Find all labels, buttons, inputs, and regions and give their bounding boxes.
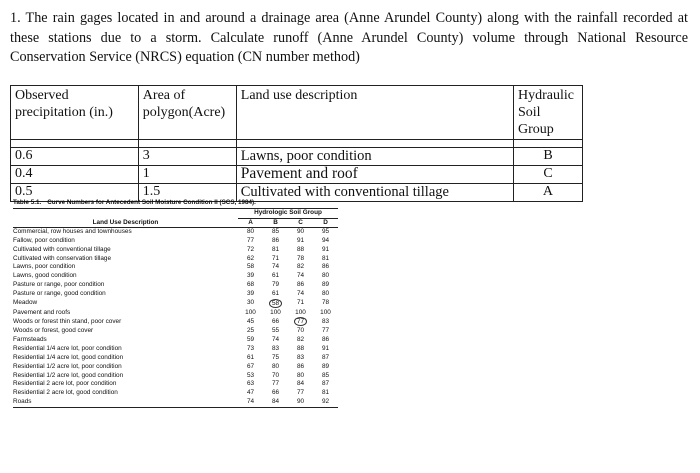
curve-number-cell: 77 (321, 327, 330, 335)
soil-group-cell: A (513, 184, 582, 202)
table-caption-text: Curve Numbers for Antecedent Soil Moisture Condition II (SCS, 1984). (47, 199, 256, 206)
area-cell: 1.5 (138, 184, 236, 202)
curve-number-cell: 80 (321, 289, 330, 297)
curve-number-cell: 86 (321, 336, 330, 344)
curve-number-row (13, 290, 338, 299)
land-use-cell: Residential 2 acre lot, poor condition (13, 380, 117, 388)
curve-number-row (13, 317, 338, 327)
curve-number-cell: 79 (271, 281, 280, 289)
curve-number-cell: 62 (246, 254, 255, 262)
curve-number-cell (288, 317, 313, 327)
curve-number-cell: 84 (296, 380, 305, 388)
curve-number-cell: 53 (246, 371, 255, 379)
curve-number-table (13, 208, 338, 408)
land-use-cell: Fallow, poor condition (13, 236, 75, 244)
land-use-cell: Pasture or range, poor condition (13, 281, 105, 289)
curve-number-cell: 100 (295, 308, 306, 316)
curve-number-cell: 70 (271, 371, 280, 379)
curve-number-cell: 86 (296, 281, 305, 289)
curve-number-cell: 74 (296, 289, 305, 297)
curve-number-cell: 73 (246, 344, 255, 352)
curve-number-row (13, 237, 338, 246)
land-use-cell: Cultivated with conventional tillage (236, 184, 513, 202)
curve-number-row (13, 380, 338, 389)
curve-number-cell: 70 (296, 327, 305, 335)
curve-number-cell: 75 (271, 353, 280, 361)
curve-number-cell: 89 (321, 281, 330, 289)
header-precipitation: Observed precipitation (in.) (11, 86, 139, 140)
curve-number-cell: 78 (321, 299, 330, 307)
curve-number-cell: 100 (270, 308, 281, 316)
land-use-cell: Cultivated with conservation tillage (13, 254, 112, 262)
curve-number-cell: 82 (296, 336, 305, 344)
curve-number-cell: 90 (296, 228, 305, 235)
curve-number-cell: 87 (321, 380, 330, 388)
land-use-cell: Residential 1/2 acre lot, good condition (13, 371, 124, 379)
curve-number-cell: 90 (288, 398, 313, 407)
table-row (11, 148, 583, 166)
curve-number-row (13, 354, 338, 363)
curve-number-cell: 89 (321, 362, 330, 370)
curve-number-cell: 66 (271, 389, 280, 397)
header-area: Area of polygon(Acre) (138, 86, 236, 140)
curve-number-cell: 74 (296, 272, 305, 280)
curve-number-cell: 74 (271, 336, 280, 344)
curve-number-cell: 77 (296, 389, 305, 397)
curve-number-cell: 61 (246, 353, 255, 361)
curve-number-cell: 78 (296, 254, 305, 262)
precipitation-cell: 0.5 (11, 184, 139, 202)
curve-number-cell: 77 (246, 236, 255, 244)
land-use-cell: Cultivated with conventional tillage (13, 245, 111, 253)
land-use-cell: Pasture or range, good condition (13, 289, 106, 297)
curve-number-cell: 45 (246, 317, 255, 325)
curve-number-cell: 81 (271, 245, 280, 253)
group-b-header: B (263, 218, 288, 228)
problem-statement: 1. The rain gages located in and around a drainage area (Anne Arundel County) along with the rainfall recorded at these stations due to a storm. Calculate runoff (Anne Arundel County) volume through National Resource Conservation Service (NRCS) equation (CN number method) (10, 10, 688, 65)
curve-number-cell: 83 (271, 344, 280, 352)
curve-number-cell: 61 (271, 272, 280, 280)
curve-number-cell: 30 (246, 299, 255, 307)
curve-number-row (13, 389, 338, 398)
curve-number-cell: 86 (271, 236, 280, 244)
area-cell: 3 (138, 148, 236, 166)
curve-number-cell (263, 299, 288, 309)
soil-group-header: Hydrologic Soil Group (238, 209, 338, 219)
curve-number-row (13, 309, 338, 318)
curve-number-cell: 47 (246, 389, 255, 397)
curve-number-cell: 63 (246, 380, 255, 388)
curve-number-cell: 95 (321, 228, 330, 235)
land-use-cell: Residential 1/2 acre lot, poor condition (13, 362, 122, 370)
curve-number-cell: 81 (321, 254, 330, 262)
curve-number-cell: 91 (321, 245, 330, 253)
curve-number-cell: 100 (245, 308, 256, 316)
table-caption (13, 199, 338, 206)
curve-number-cell: 82 (296, 263, 305, 271)
curve-number-row (13, 398, 338, 407)
header-land-use: Land use description (236, 86, 513, 140)
curve-number-row (13, 299, 338, 309)
land-use-cell: Farmsteads (13, 336, 47, 344)
curve-number-cell: 92 (313, 398, 338, 407)
curve-number-cell: 61 (271, 289, 280, 297)
land-use-cell: Lawns, poor condition (13, 263, 76, 271)
land-use-cell: Roads (13, 398, 238, 407)
curve-number-row (13, 336, 338, 345)
curve-number-row (13, 281, 338, 290)
circled-value: 77 (294, 317, 307, 326)
curve-number-cell: 68 (246, 281, 255, 289)
group-c-header: C (288, 218, 313, 228)
curve-number-row (13, 255, 338, 264)
land-use-cell: Lawns, poor condition (236, 148, 513, 166)
curve-number-cell: 91 (296, 236, 305, 244)
curve-number-row (13, 272, 338, 281)
curve-number-cell: 87 (321, 353, 330, 361)
precipitation-cell: 0.4 (11, 166, 139, 184)
land-use-cell: Pavement and roof (236, 166, 513, 184)
curve-number-cell: 80 (246, 228, 255, 235)
header-soil-group: Hydraulic Soil Group (513, 86, 582, 140)
land-use-cell: Commercial, row houses and townhouses (13, 228, 132, 235)
curve-number-cell: 77 (271, 380, 280, 388)
curve-number-row (13, 363, 338, 372)
curve-number-cell: 80 (321, 272, 330, 280)
curve-number-row (13, 228, 338, 237)
curve-number-cell: 39 (246, 289, 255, 297)
curve-number-cell: 58 (246, 263, 255, 271)
curve-number-cell: 94 (321, 236, 330, 244)
curve-number-cell: 71 (296, 299, 305, 307)
curve-number-table-section (13, 199, 338, 408)
curve-number-row (13, 246, 338, 255)
curve-number-cell: 83 (296, 353, 305, 361)
curve-number-cell: 59 (246, 336, 255, 344)
area-cell: 1 (138, 166, 236, 184)
land-use-cell: Residential 1/4 acre lot, poor condition (13, 344, 122, 352)
curve-number-cell: 80 (296, 371, 305, 379)
curve-number-row (13, 345, 338, 354)
table-caption-label: Table 5.1. (13, 199, 42, 206)
precipitation-cell: 0.6 (11, 148, 139, 166)
land-use-cell: Woods or forest, good cover (13, 327, 94, 335)
curve-number-cell: 88 (296, 344, 305, 352)
curve-number-cell: 71 (271, 254, 280, 262)
curve-number-cell: 80 (271, 362, 280, 370)
land-use-cell: Residential 2 acre lot, good condition (13, 389, 118, 397)
curve-number-row (13, 372, 338, 381)
land-use-cell: Meadow (13, 299, 38, 307)
curve-number-cell: 85 (321, 371, 330, 379)
curve-number-cell: 74 (238, 398, 263, 407)
curve-number-cell: 83 (321, 317, 330, 325)
soil-group-cell: C (513, 166, 582, 184)
group-a-header: A (238, 218, 263, 228)
curve-number-cell: 67 (246, 362, 255, 370)
curve-number-cell: 39 (246, 272, 255, 280)
land-use-cell: Woods or forest thin stand, poor cover (13, 317, 122, 325)
land-use-description-header: Land Use Description (13, 209, 238, 228)
curve-number-cell: 72 (246, 245, 255, 253)
land-use-cell: Residential 1/4 acre lot, good condition (13, 353, 124, 361)
group-d-header: D (313, 218, 338, 228)
curve-number-cell: 81 (321, 389, 330, 397)
curve-number-row (13, 327, 338, 336)
table-row (11, 166, 583, 184)
curve-number-cell: 91 (321, 344, 330, 352)
curve-number-cell: 74 (271, 263, 280, 271)
land-use-cell: Pavement and roofs (13, 308, 71, 316)
curve-number-cell: 100 (320, 308, 331, 316)
curve-number-cell: 55 (271, 327, 280, 335)
rainfall-table (10, 85, 583, 202)
curve-number-cell: 25 (246, 327, 255, 335)
curve-number-cell: 66 (271, 317, 280, 325)
curve-number-cell: 88 (296, 245, 305, 253)
curve-number-cell: 85 (271, 228, 280, 235)
curve-number-cell: 86 (296, 362, 305, 370)
soil-group-cell: B (513, 148, 582, 166)
spacer-row (11, 140, 583, 148)
curve-number-row (13, 263, 338, 272)
curve-number-cell: 84 (263, 398, 288, 407)
curve-number-cell: 86 (321, 263, 330, 271)
circled-value: 58 (269, 299, 282, 308)
land-use-cell: Lawns, good condition (13, 272, 77, 280)
